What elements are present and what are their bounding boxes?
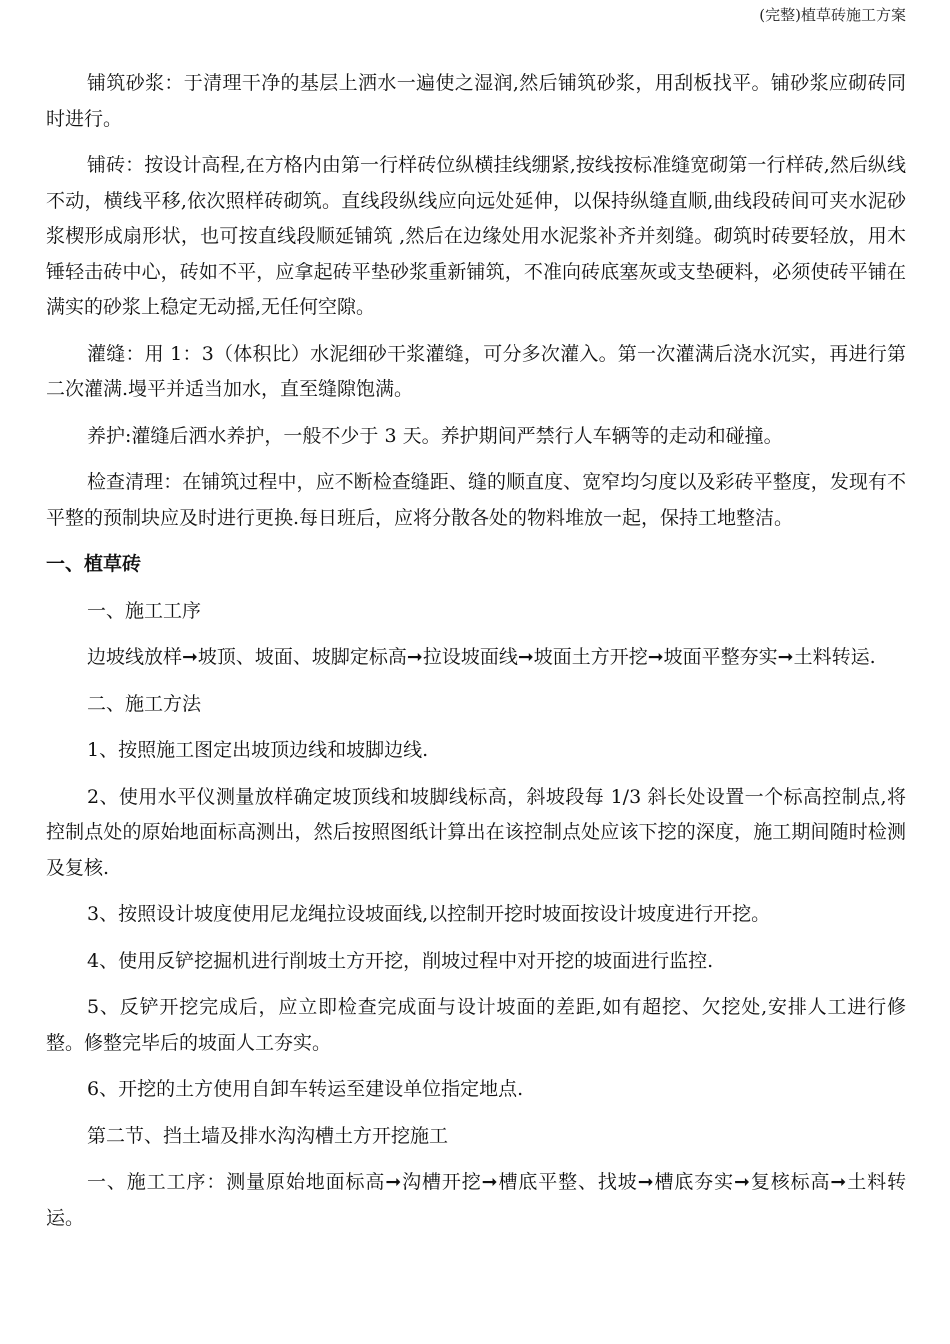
- paragraph-trench-procedure: 一、施工工序：测量原始地面标高➞沟槽开挖➞槽底平整、找坡➞槽底夯实➞复核标高➞土料转运。: [46, 1171, 906, 1229]
- subheading-method: 二、施工方法: [87, 692, 202, 715]
- section-heading: 一、植草砖: [46, 553, 142, 575]
- document-header: (完整)植草砖施工方案: [759, 6, 906, 24]
- paragraph-mortar: 铺筑砂浆：于清理干净的基层上洒水一遍使之湿润,然后铺筑砂浆，用刮板找平。铺砂浆应砌砖同时进行。: [46, 72, 906, 130]
- subheading-procedure: 一、施工工序: [87, 599, 202, 622]
- paragraph-laying-bricks: 铺砖：按设计高程,在方格内由第一行样砖位纵横挂线绷紧,按线按标准缝宽砌第一行样砖,然后纵线不动，横线平移,依次照样砖砌筑。直线段纵线应向远处延伸，以保持纵缝直顺,曲线段砖间可夹水泥砂浆楔形成扇形状，也可按直线段顺延铺筑 ,然后在边缘处用水泥浆补齐并刻缝。砌筑时砖要轻放，用木锤轻击砖中心，砖如不平，应拿起砖平垫砂浆重新铺筑，不准向砖底塞灰或支垫硬料，必须使砖平铺在满实的砂浆上稳定无动摇,无任何空隙。: [46, 154, 906, 318]
- paragraph-inspection: 检查清理：在铺筑过程中，应不断检查缝距、缝的顺直度、宽窄均匀度以及彩砖平整度，发现有不平整的预制块应及时进行更换.每日班后，应将分散各处的物料堆放一起，保持工地整洁。: [46, 471, 906, 529]
- section-title-second: 第二节、挡土墙及排水沟沟槽土方开挖施工: [87, 1124, 449, 1147]
- list-item-4: 4、使用反铲挖掘机进行削坡土方开挖，削坡过程中对开挖的坡面进行监控.: [87, 949, 714, 972]
- list-item-5: 5、反铲开挖完成后，应立即检查完成面与设计坡面的差距,如有超挖、欠挖处,安排人工进行修整。修整完毕后的坡面人工夯实。: [46, 996, 906, 1054]
- paragraph-curing: 养护:灌缝后洒水养护，一般不少于 3 天。养护期间严禁行人车辆等的走动和碰撞。: [87, 424, 783, 447]
- paragraph-procedure-flow: 边坡线放样➞坡顶、坡面、坡脚定标高➞拉设坡面线➞坡面土方开挖➞坡面平整夯实➞土料转运.: [87, 646, 876, 668]
- document-body: [46, 66, 906, 1236]
- list-item-2: 2、使用水平仪测量放样确定坡顶线和坡脚线标高，斜坡段每 1/3 斜长处设置一个标高控制点,将控制点处的原始地面标高测出，然后按照图纸计算出在该控制点处应该下挖的深度，施工期间随时检测及复核.: [46, 785, 906, 879]
- paragraph-grouting: 灌缝：用 1：3（体积比）水泥细砂干浆灌缝，可分多次灌入。第一次灌满后浇水沉实，再进行第二次灌满.墁平并适当加水，直至缝隙饱满。: [46, 342, 906, 400]
- list-item-1: 1、按照施工图定出坡顶边线和坡脚边线.: [87, 739, 429, 761]
- list-item-3: 3、按照设计坡度使用尼龙绳拉设坡面线,以控制开挖时坡面按设计坡度进行开挖。: [87, 903, 771, 925]
- list-item-6: 6、开挖的土方使用自卸车转运至建设单位指定地点.: [87, 1078, 524, 1100]
